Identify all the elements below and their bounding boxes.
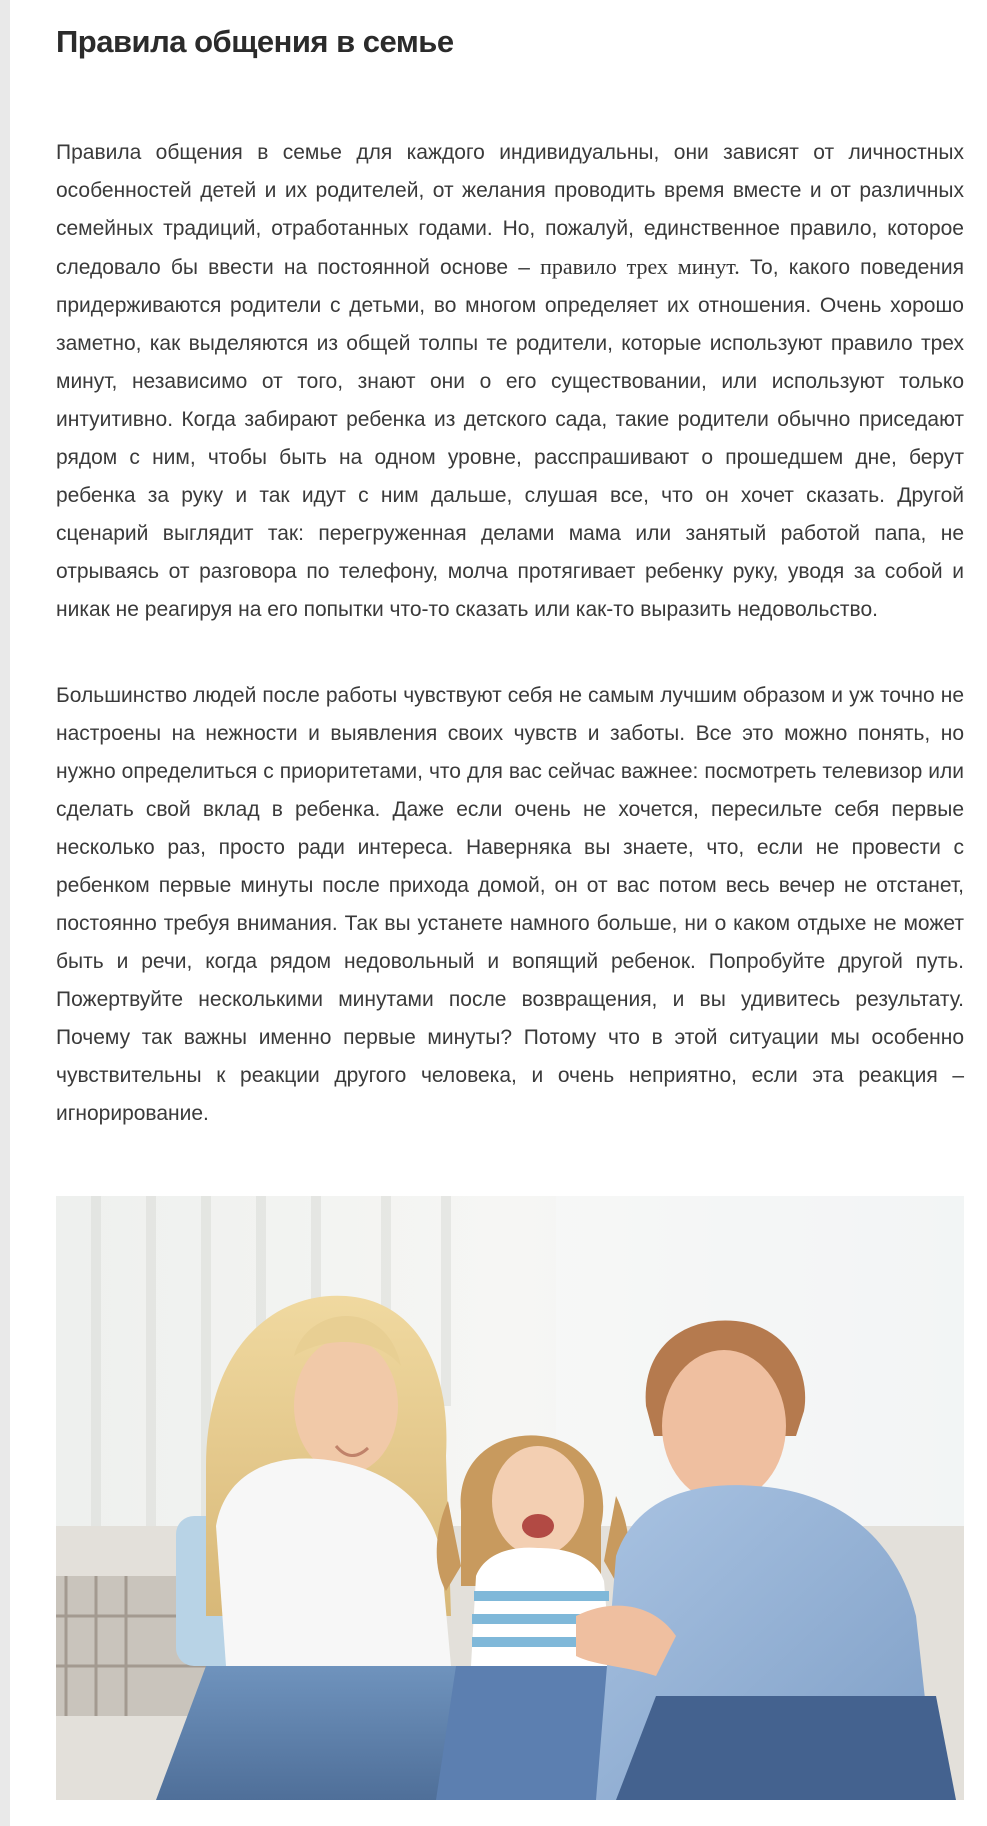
paragraph-1-highlight: правило трех минут. bbox=[540, 254, 740, 279]
family-photo bbox=[56, 1196, 964, 1800]
left-rail bbox=[0, 0, 10, 1826]
paragraph-1-text-b: То, какого поведения придерживаются родители с детьми, во многом определяет их отношения. Очень хорошо заметно, как выделяются из общей толпы те родители, которые используют правило трех минут, независимо от того, знают они о его существовании, или используют только интуитивно. Когда забирают ребенка из детского сада, такие родители обычно приседают рядом с ним, чтобы быть на одном уровне, расспрашивают о прошедшем дне, берут ребенка за руку и так идут с ним дальше, слушая все, что он хочет сказать. Другой сценарий выглядит так: перегруженная делами мама или занятый работой папа, не отрываясь от разговора по телефону, молча протягивает ребенку руку, уводя за собой и никак не реагируя на его попытки что-то сказать или как-то выразить недовольство. bbox=[56, 256, 964, 621]
page-title: Правила общения в семье bbox=[56, 24, 454, 59]
paragraph-1-text-a: Правила общения в семье для каждого индивидуальны, они зависят от личностных особенностей детей и их родителей, от желания проводить время вместе и от различных семейных традиций, отработанных годами. Но, пожалуй, единственное правило, которое следовало бы ввести на постоянной основе – bbox=[56, 141, 964, 279]
paragraph-1 bbox=[56, 134, 964, 629]
paragraph-2: Большинство людей после работы чувствуют себя не самым лучшим образом и уж точно не настроены на нежности и выявления своих чувств и заботы. Все это можно понять, но нужно определиться с приоритетами, что для вас сейчас важнее: посмотреть телевизор или сделать свой вклад в ребенка. Даже если очень не хочется, пересильте себя первые несколько раз, просто ради интереса. Наверняка вы знаете, что, если не провести с ребенком первые минуты после прихода домой, он от вас потом весь вечер не отстанет, постоянно требуя внимания. Так вы устанете намного больше, ни о каком отдыхе не может быть и речи, когда рядом недовольный и вопящий ребенок. Попробуйте другой путь. Пожертвуйте несколькими минутами после возвращения, и вы удивитесь результату. Почему так важны именно первые минуты? Потому что в этой ситуации мы особенно чувствительны к реакции другого человека, и очень неприятно, если эта реакция – игнорирование. bbox=[56, 684, 964, 1125]
article-content bbox=[56, 0, 964, 1133]
